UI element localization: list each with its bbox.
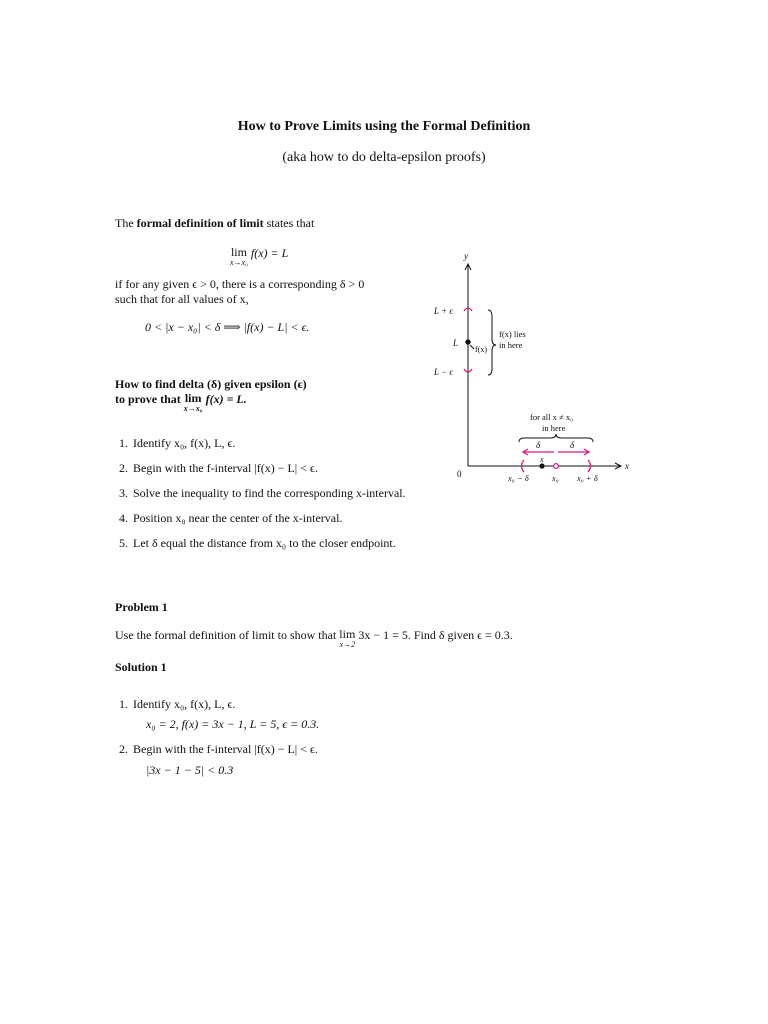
intro-bold: formal definition of limit [136,216,264,230]
intro-pre: The [115,216,137,230]
fx-label: f(x) [475,345,487,354]
tick-x0-plus-delta: x₀ + δ [577,473,598,483]
delta-left-label: δ [536,440,541,450]
solution-heading: Solution 1 [115,660,167,674]
definition-intro [115,216,314,231]
problem-lim-word: lim [339,627,356,641]
problem-text-pre: Use the formal definition of limit to show that [115,628,337,642]
lim-subscript: x→x₀ [230,258,248,267]
howto-lim-word: lim [184,391,202,405]
page-subtitle: (aka how to do delta-epsilon proofs) [282,150,486,165]
L-label: L [453,338,459,348]
x-brace [519,434,593,442]
howto-heading-post: f(x) = L. [205,392,247,406]
howto-lim-sub: x→x₀ [183,404,203,413]
epsilon-delta-diagram [420,245,640,495]
condition-line-1: if for any given ϵ > 0, there is a corresponding δ > 0 [115,277,365,291]
for-all-label-2: in here [542,423,566,433]
y-axis-label: y [464,251,468,261]
limit-formula [230,246,288,267]
step-text: Identify x₀, f(x), L, ϵ. [133,436,236,450]
delta-right-label: δ [570,440,575,450]
step-text: Let δ equal the distance from x₀ to the closer endpoint. [133,536,396,550]
howto-step [108,436,235,451]
fx-point [465,339,470,344]
howto-heading-1: How to find delta (δ) given epsilon (ϵ) [115,377,307,391]
problem-text-post: 3x − 1 = 5. Find δ given ϵ = 0.3. [358,628,513,642]
step-number: 1. [119,697,128,711]
problem-lim-sub: x→2 [339,640,356,649]
fx-note-2: in here [499,340,523,350]
step-number: 1. [119,436,128,450]
howto-heading-pre: to prove that [115,392,181,406]
L-minus-epsilon-label: L − ϵ [434,367,454,377]
tick-x0-minus-delta: x₀ − δ [508,473,529,483]
problem-text [115,628,513,649]
condition-line-2: such that for all values of x, [115,292,249,306]
L-plus-epsilon-label: L + ϵ [434,306,454,316]
howto-step [108,486,406,501]
howto-step [108,536,396,551]
limit-equation: f(x) = L [250,246,289,260]
solution-step-detail: |3x − 1 − 5| < 0.3 [146,763,234,777]
fx-brace [488,310,496,375]
implication: 0 < |x − x₀| < δ ⟹ |f(x) − L| < ϵ. [145,320,310,334]
solution-step [108,742,318,757]
origin-label: 0 [457,469,462,479]
howto-step [108,511,342,526]
step-number: 2. [119,461,128,475]
x0-open-point [554,464,559,469]
solution-step [108,697,235,712]
step-number: 4. [119,511,128,525]
howto-step [108,461,318,476]
x-axis-label: x [625,461,629,471]
x-point [539,463,544,468]
lim-block: lim x→x₀ [230,245,248,267]
fx-note-1: f(x) lies [499,329,526,339]
step-text: Identify x₀, f(x), L, ϵ. [133,697,236,711]
step-text: Position x₀ near the center of the x-interval. [133,511,343,525]
x-point-label: x [540,455,544,464]
solution-step-detail: x₀ = 2, f(x) = 3x − 1, L = 5, ϵ = 0.3. [146,717,320,731]
fx-pointer [470,345,474,349]
for-all-label-1: for all x ≠ x₀ [530,412,574,422]
problem-heading: Problem 1 [115,600,168,614]
howto-lim [184,392,203,413]
step-text: Begin with the f-interval |f(x) − L| < ϵ. [133,742,318,756]
step-number: 5. [119,536,128,550]
step-number: 2. [119,742,128,756]
tick-x0: x₀ [552,473,559,483]
problem-lim [339,628,355,649]
howto-heading-2 [115,392,247,413]
step-text: Solve the inequality to find the corresponding x-interval. [133,486,406,500]
intro-post: states that [263,216,315,230]
page-title: How to Prove Limits using the Formal Definition [237,119,531,134]
step-number: 3. [119,486,128,500]
step-text: Begin with the f-interval |f(x) − L| < ϵ. [133,461,318,475]
